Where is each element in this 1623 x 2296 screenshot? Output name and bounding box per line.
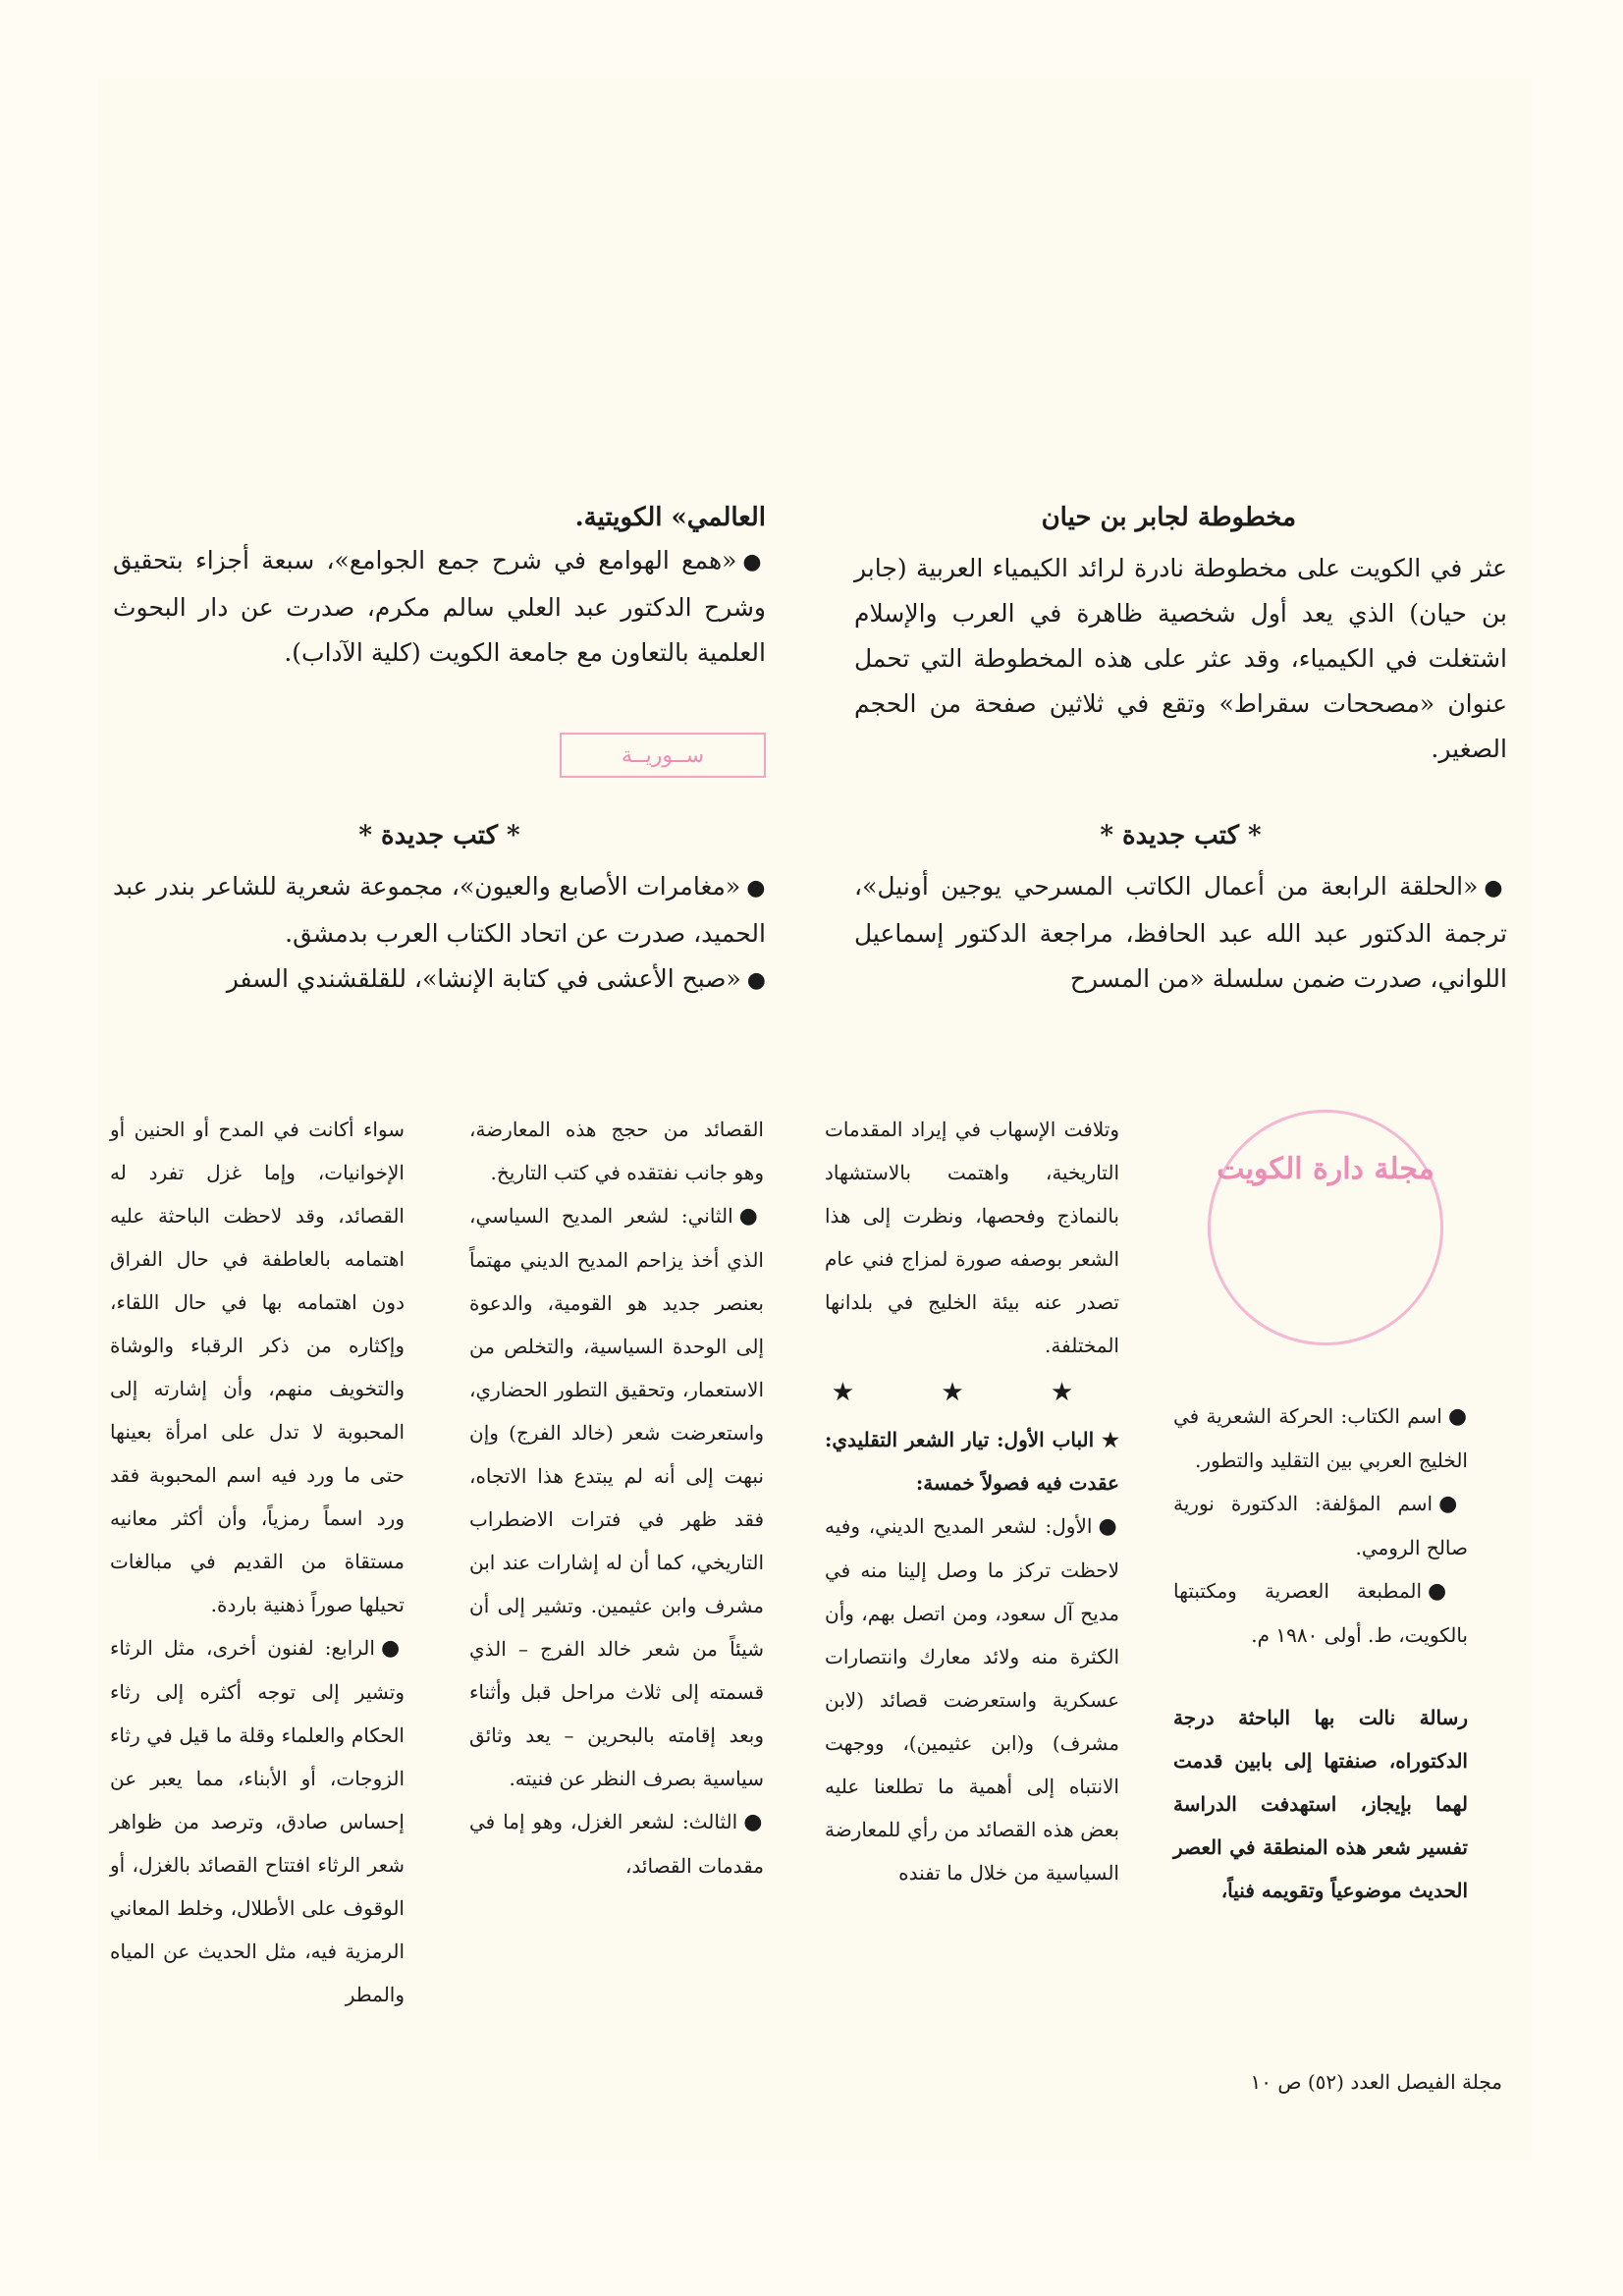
bullet-icon: ●: [1447, 1404, 1469, 1429]
new-books-heading: * كتب جديدة *: [358, 821, 520, 850]
column-3-text-b: ●الثاني: لشعر المديح السياسي، الذي أخذ يزاحم المديح الديني مهتماً بعنصر جديد هو القومية، والدعوة إلى الوحدة السياسية، والتخلص من الاستعمار، وتحقيق التطور الحضاري، واستعرضت شعر (خالد الفرج) وإن نبهت إلى أنه لم يبتدع هذا الاتجاه، فقد ظهر في فترات الاضطراب التاريخي، كما أن له إشارات عند ابن مشرف وابن عثيمين. وتشير إلى أن شيئاً من شعر خالد الفرج – الذي قسمته إلى ثلاث مراحل قبل وأثناء وبعد إقامته بالبحرين – يعد وثائق سياسية بصرف النظر عن فنيته.: [469, 1204, 765, 1790]
bullet-icon: ●: [738, 1204, 765, 1229]
column-3-text-a: القصائد من حجج هذه المعارضة، وهو جانب نفتقده في كتب التاريخ.: [469, 1118, 764, 1184]
bullet-icon: ●: [743, 1810, 764, 1834]
new-books-left: [113, 821, 766, 1004]
bullet-icon: ●: [1428, 1579, 1468, 1604]
bullet-icon: ●: [1438, 1492, 1468, 1516]
article-title: مخطوطة لجابر بن حيان: [1041, 503, 1296, 532]
page-footer: مجلة الفيصل العدد (٥٢) ص ١٠: [1250, 2070, 1502, 2094]
book-publisher-item: ●المطبعة العصرية ومكتبتها بالكويت، ط. أولى ١٩٨٠ م.: [1173, 1579, 1468, 1647]
column-4-text-b: ●الرابع: لفنون أخرى، مثل الرثاء وتشير إلى توجه أكثره إلى رثاء الحكام والعلماء وقلة ما قيل في رثاء الزوجات، أو الأبناء، مما يعبر عن إحساس صادق، وترصد من ظواهر شعر الرثاء افتتاح القصائد بالغزل، أو الوقوف على الأطلال، وخلط المعاني الرمزية فيه، مثل الحديث عن المياه والمطر: [110, 1636, 405, 2006]
book-item-subh: ●«صبح الأعشى في كتابة الإنشا»، للقلقشندي السفر: [226, 964, 766, 993]
book-item-hama: ●«همع الهوامع في شرح جمع الجوامع»، سبعة أجزاء بتحقيق وشرح الدكتور عبد العلي سالم مكرم، صدرت عن دار البحوث العلمية بالتعاون مع جامعة الكويت (كلية الآداب).: [113, 546, 766, 667]
column-2-text-b: ★ الباب الأول: تيار الشعر التقليدي: عقدت فيه فصولاً خمسة:: [825, 1428, 1119, 1495]
column-2-text-a: وتلافت الإسهاب في إيراد المقدمات التاريخية، واهتمت بالاستشهاد بالنماذج وفحصها، ونظرت إلى هذا الشعر بوصفه صورة لمزاج فني عام تصدر عنه بيئة الخليج في بلدانها المختلفة.: [825, 1118, 1119, 1357]
column-2: [825, 1108, 1119, 1894]
book-item-maghamarat: ●«مغامرات الأصابع والعيون»، مجموعة شعرية للشاعر بندر عبد الحميد، صدرت عن اتحاد الكتاب العرب بدمشق.: [113, 872, 766, 948]
column-4: [110, 1108, 405, 2016]
star-separator: ★ ★ ★: [831, 1378, 1113, 1407]
circular-stamp: مجلة دارة الكويت: [1208, 1110, 1443, 1345]
article-books-continued: [113, 503, 766, 676]
new-books-heading: * كتب جديدة *: [1100, 821, 1262, 850]
library-stamp: ســوريــة: [560, 733, 766, 778]
bullet-icon: ●: [1484, 876, 1507, 901]
column-4-text-a: سواء أكانت في المدح أو الحنين أو الإخوانيات، وإما غزل تفرد له القصائد، وقد لاحظت الباحثة عليه اهتمامه بالعاطفة في حال الفراق دون اهتمامه بها في حال اللقاء، وإكثاره من ذكر الرقباء والوشاة والتخويف منهم، وأن إشارته إلى المحبوبة لا تدل على امرأة بعينها حتى ما ورد فيه اسم المحبوبة فقد ورد اسماً رمزياً، وأن أكثر معانيه مستقاة من القديم في مبالغات تحيلها صوراً ذهنية باردة.: [110, 1118, 405, 1616]
new-books-right: [854, 821, 1507, 1002]
book-author-item: ●اسم المؤلفة: الدكتورة نورية صالح الرومي.: [1173, 1492, 1468, 1559]
column-2-text-c: ●الأول: لشعر المديح الديني، وفيه لاحظت تركز ما وصل إلينا منه في مديح آل سعود، ومن اتصل بهم، وأن الكثرة منه ولائد معارك وانتصارات عسكرية واستعرضت قصائد (لابن مشرف) و(ابن عثيمين)، ووجهت الانتباه إلى أهمية ما تطلعنا عليه بعض هذه القصائد من رأي للمعارضة السياسية من خلال ما تفنده: [825, 1514, 1119, 1885]
bullet-icon: ●: [742, 550, 766, 574]
article-jaber-manuscript: [854, 503, 1507, 772]
column-1-paragraph: رسالة نالت بها الباحثة درجة الدكتوراه، صنفتها إلى بابين قدمت لهما بإيجاز، استهدفت الدراسة تفسير شعر هذه المنطقة في العصر الحديث موضوعياً وتقويمه فنياً،: [1173, 1706, 1468, 1902]
column-1: [1173, 1394, 1468, 1912]
continued-line: العالمي» الكويتية.: [574, 503, 766, 532]
book-item-oneill: ●«الحلقة الرابعة من أعمال الكاتب المسرحي يوجين أونيل»، ترجمة الدكتور عبد الله عبد الحافظ، مراجعة الدكتور إسماعيل اللواني، صدرت ضمن سلسلة «من المسرح: [854, 872, 1507, 993]
book-title-item: ●اسم الكتاب: الحركة الشعرية في الخليج العربي بين التقليد والتطور.: [1173, 1404, 1469, 1472]
column-3-text-c: ●الثالث: لشعر الغزل، وهو إما في مقدمات القصائد،: [469, 1810, 764, 1878]
bullet-icon: ●: [746, 968, 766, 993]
article-paragraph: عثر في الكويت على مخطوطة نادرة لرائد الكيمياء العربية (جابر بن حيان) الذي يعد أول شخصية ظاهرة في العرب والإسلام اشتغلت في الكيمياء، وقد عثر على هذه المخطوطة التي تحمل عنوان «مصححات سقراط» وتقع في ثلاثين صفحة من الحجم الصغير.: [854, 554, 1507, 763]
column-3: [469, 1108, 764, 1887]
bullet-icon: ●: [1098, 1514, 1119, 1539]
bullet-icon: ●: [746, 876, 766, 901]
bullet-icon: ●: [380, 1636, 405, 1661]
